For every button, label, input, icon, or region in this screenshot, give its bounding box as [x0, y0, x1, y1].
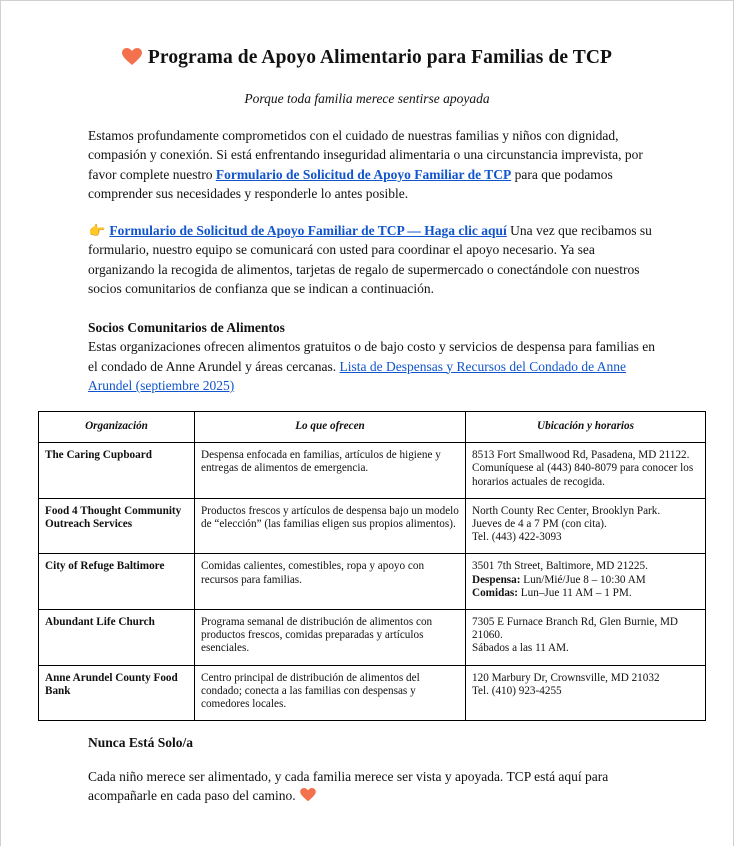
phone-line: Tel. (410) 923-4255 — [472, 684, 562, 697]
org-offer: Programa semanal de distribución de alimentos con productos frescos, comidas preparadas y artículos esenciales. — [195, 610, 466, 666]
org-offer: Comidas calientes, comestibles, ropa y apoyo con recursos para familias. — [195, 554, 466, 610]
org-location — [466, 610, 706, 666]
org-location — [466, 498, 706, 554]
org-name: Abundant Life Church — [39, 610, 195, 666]
column-header-location: Ubicación y horarios — [466, 412, 706, 443]
table-row — [39, 554, 706, 610]
form-call-text: Una vez que recibamos su formulario, nuestro equipo se comunicará con usted para coordinar el apoyo necesario. Ya sea organizando la recogida de alimentos, tarjetas de regalo de supermercado o conectándole con nuestros socios comunitarios de confianza que se indican a continuación. — [88, 223, 652, 296]
support-form-link[interactable]: Formulario de Solicitud de Apoyo Familiar de TCP — [215, 166, 512, 182]
form-call-paragraph — [88, 221, 658, 298]
pantry-hours: Lun/Mié/Jue 8 – 10:30 AM — [520, 573, 646, 586]
meals-label: Comidas: — [472, 586, 518, 599]
page-title — [1, 47, 733, 72]
location-line: 7305 E Furnace Branch Rd, Glen Burnie, MD 21060. — [472, 616, 678, 642]
meals-hours-line — [472, 587, 699, 600]
table-row — [39, 443, 706, 499]
hours-line: Jueves de 4 a 7 PM (con cita). — [472, 518, 607, 531]
closing-text: Cada niño merece ser alimentado, y cada familia merece ser vista y apoyada. TCP está aquí para acompañarle en cada paso del camino. — [88, 769, 609, 804]
table-row — [39, 498, 706, 554]
location-line: 8513 Fort Smallwood Rd, Pasadena, MD 21122. Comuníquese al (443) 840-8079 para conocer los horarios actuales de recogida. — [472, 449, 694, 488]
intro-text-before: Estamos profundamente comprometidos con el cuidado de nuestras familias y niños con dignidad, compasión y conexión. Si está enfrentando inseguridad alimentaria o una circunstancia imprevista, por favor complete nuestro — [88, 128, 643, 182]
page-subtitle: Porque toda familia merece sentirse apoyada — [244, 91, 490, 106]
location-line: 3501 7th Street, Baltimore, MD 21225. — [472, 560, 648, 573]
org-offer: Centro principal de distribución de alimentos del condado; conecta a las familias con despensas y comedores locales. — [195, 665, 466, 721]
closing-paragraph — [88, 767, 658, 808]
org-offer: Despensa enfocada en familias, artículos de higiene y entregas de alimentos de emergencia. — [195, 443, 466, 499]
partners-heading: Socios Comunitarios de Alimentos — [88, 320, 285, 335]
org-location — [466, 443, 706, 499]
partners-table — [38, 411, 706, 721]
org-name: City of Refuge Baltimore — [39, 554, 195, 610]
org-name: The Caring Cupboard — [39, 443, 195, 499]
table-row — [39, 610, 706, 666]
org-name: Anne Arundel County Food Bank — [39, 665, 195, 721]
org-location — [466, 665, 706, 721]
partners-section — [88, 318, 658, 395]
page-title-text: Programa de Apoyo Alimentario para Familias de TCP — [147, 47, 613, 68]
column-header-organization: Organización — [39, 412, 195, 443]
meals-hours: Lun–Jue 11 AM – 1 PM. — [518, 586, 632, 599]
pantry-label: Despensa: — [472, 573, 521, 586]
org-location — [466, 554, 706, 610]
partners-text: Estas organizaciones ofrecen alimentos gratuitos o de bajo costo y servicios de despensa para familias en el condado de Anne Arundel y áreas cercanas. — [88, 339, 655, 374]
location-line: 120 Marbury Dr, Crownsville, MD 21032 — [472, 671, 660, 684]
closing-heading: Nunca Está Solo/a — [88, 735, 194, 750]
hours-line: Sábados a las 11 AM. — [472, 642, 569, 655]
phone-line: Tel. (443) 422-3093 — [472, 531, 562, 544]
pantry-list-link[interactable]: Lista de Despensas y Recursos del Condado de Anne Arundel (septiembre 2025) — [88, 358, 626, 393]
location-line: North County Rec Center, Brooklyn Park. — [472, 504, 661, 517]
pointing-hand-icon: 👉 — [88, 223, 106, 238]
partners-description — [88, 337, 658, 395]
table-header-row — [39, 412, 706, 443]
table-row — [39, 665, 706, 721]
heart-icon — [300, 788, 316, 807]
org-name: Food 4 Thought Community Outreach Services — [39, 498, 195, 554]
column-header-offer: Lo que ofrecen — [195, 412, 466, 443]
heart-icon — [122, 48, 142, 72]
org-offer: Productos frescos y artículos de despensa bajo un modelo de “elección” (las familias eligen sus propios alimentos). — [195, 498, 466, 554]
intro-paragraph — [88, 126, 658, 203]
support-form-click-link[interactable]: Formulario de Solicitud de Apoyo Familiar de TCP — Haga clic aquí — [109, 223, 507, 238]
pantry-hours-line — [472, 574, 699, 587]
intro-text-after: para que podamos comprender sus necesidades y responderle lo antes posible. — [88, 166, 613, 201]
